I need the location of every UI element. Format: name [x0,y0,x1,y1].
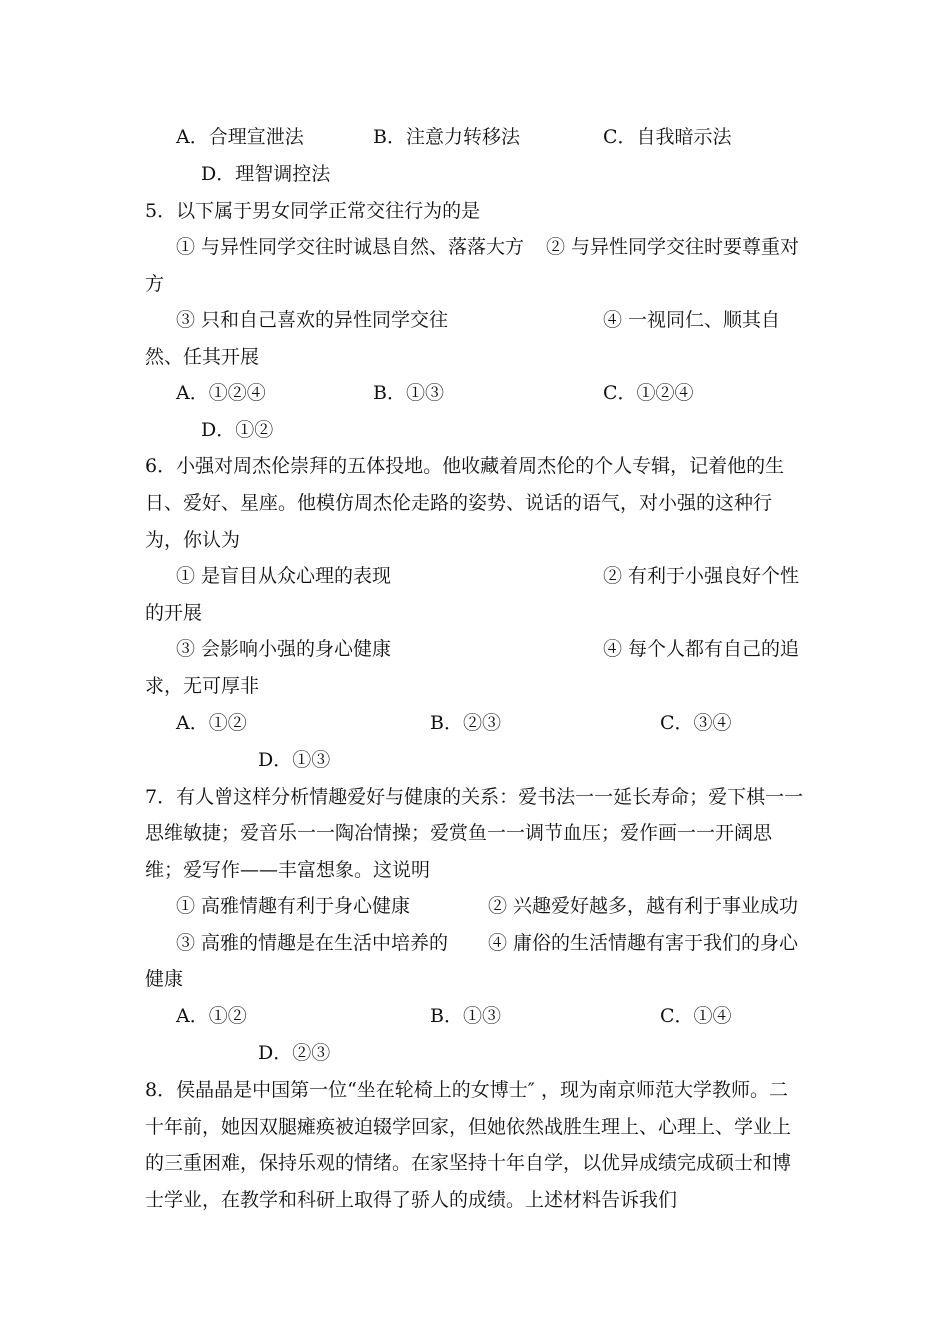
q7-item-3: ③ 高雅的情趣是在生活中培养的 [176,932,449,954]
q6-stem-line-1: 6．小强对周杰伦崇拜的五体投地。他收藏着周杰伦的个人专辑，记着他的生 [145,455,785,477]
q4-option-b: B．注意力转移法 [373,126,520,148]
q7-option-c: C．①④ [660,1005,732,1027]
q6-item-2-cont: 的开展 [145,602,203,624]
q7-stem-line-3: 维；爱写作——丰富想象。这说明 [145,859,431,881]
q7-option-d: D．②③ [258,1042,331,1064]
q8-stem-line-2: 十年前，她因双腿瘫痪被迫辍学回家，但她依然战胜生理上、心理上、学业上 [145,1116,792,1138]
q7-item-4: ④ 庸俗的生活情趣有害于我们的身心 [488,932,799,954]
q5-item-4: ④ 一视同仁、顺其自 [603,309,781,331]
q5-option-b: B．①③ [373,382,444,404]
q5-option-c: C．①②④ [603,382,694,404]
q7-option-b: B．①③ [430,1005,501,1027]
q5-item-1: ① 与异性同学交往时诚恳自然、落落大方 [176,236,525,258]
q8-stem-line-4: 士学业，在教学和科研上取得了骄人的成绩。上述材料告诉我们 [145,1189,678,1211]
q6-option-d: D．①③ [258,749,331,771]
q7-stem-line-1: 7．有人曾这样分析情趣爱好与健康的关系：爱书法一一延长寿命；爱下棋一一 [145,786,804,808]
q6-option-c: C．③④ [660,712,732,734]
q6-stem-line-3: 为，你认为 [145,529,241,551]
q6-item-2: ② 有利于小强良好个性 [603,565,800,587]
q5-item-2-cont: 方 [145,273,165,295]
q6-option-b: B．②③ [430,712,501,734]
q4-option-c: C．自我暗示法 [603,126,732,148]
q6-item-3: ③ 会影响小强的身心健康 [176,638,392,660]
q6-item-4-cont: 求，无可厚非 [145,675,260,697]
q5-option-a: A．①②④ [176,382,266,404]
q7-item-2: ② 兴趣爱好越多，越有利于事业成功 [488,895,799,917]
q5-option-d: D．①② [201,419,274,441]
q5-item-2: ② 与异性同学交往时要尊重对 [546,236,800,258]
q7-stem-line-2: 思维敏捷；爱音乐一一陶冶情操；爱赏鱼一一调节血压；爱作画一一开阔思 [145,822,773,844]
q8-stem-line-3: 的三重困难，保持乐观的情绪。在家坚持十年自学，以优异成绩完成硕士和博 [145,1152,792,1174]
q6-item-1: ① 是盲目从众心理的表现 [176,565,392,587]
q5-item-3: ③ 只和自己喜欢的异性同学交往 [176,309,449,331]
q4-option-a: A．合理宣泄法 [176,126,304,148]
q7-item-1: ① 高雅情趣有利于身心健康 [176,895,411,917]
q7-option-a: A．①② [176,1005,247,1027]
q6-stem-line-2: 日、爱好、星座。他模仿周杰伦走路的姿势、说话的语气，对小强的这种行 [145,492,773,514]
q8-stem-line-1: 8．侯晶晶是中国第一位“坐在轮椅上的女博士″ ，现为南京师范大学教师。二 [145,1079,788,1101]
q6-item-4: ④ 每个人都有自己的追 [603,638,800,660]
q5-stem: 5．以下属于男女同学正常交往行为的是 [145,200,481,222]
q4-option-d: D．理智调控法 [201,163,331,185]
q5-item-4-cont: 然、任其开展 [145,346,260,368]
q7-item-4-cont: 健康 [145,968,184,990]
q6-option-a: A．①② [176,712,247,734]
